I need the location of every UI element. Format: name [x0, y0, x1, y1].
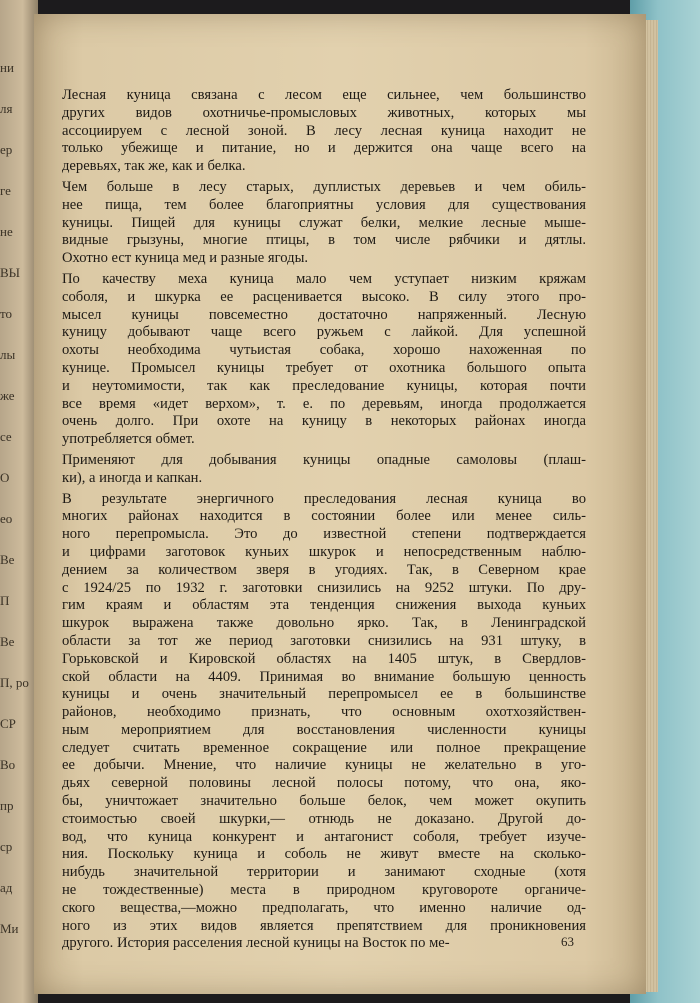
- text-line: куницы. Пищей для куницы служат белки, мелкие лесные мыше-: [62, 214, 586, 231]
- facing-page-fragment: ВЫ: [0, 265, 21, 280]
- facing-page-fragment: пр: [0, 798, 14, 813]
- text-line: другого. История расселения лесной куницы на Восток по ме-: [62, 935, 450, 952]
- facing-page-fragment: О: [0, 470, 10, 485]
- page-text: [62, 87, 586, 956]
- text-line: ского вещества,—можно предполагать, что именно наличие од-: [62, 899, 586, 916]
- paragraph: [62, 271, 586, 449]
- text-line: дьях северной половины лесной полосы потому, что она, яко-: [62, 775, 586, 792]
- text-line: ного перепромысла. Это до известной степени подтверждается: [62, 526, 586, 543]
- facing-page-fragment: се: [0, 429, 12, 444]
- text-line: ния. Поскольку куница и соболь не живут вместе на сколько-: [62, 846, 586, 863]
- text-line: не тождественные) места в природном круговороте органиче-: [62, 882, 586, 899]
- text-line: Горьковской и Кировской областях на 1405 штук, в Свердлов-: [62, 650, 586, 667]
- text-line: стоимостью своей шкурки,— отнюдь не доказано. Другой до-: [62, 810, 586, 827]
- text-line: многих районах находится в состоянии более или менее силь-: [62, 508, 586, 525]
- facing-page-fragment: ля: [0, 101, 13, 116]
- facing-page-fragment: ео: [0, 511, 13, 526]
- facing-page-fragment: П, ро: [0, 675, 29, 690]
- text-line: употребляется обмет.: [62, 431, 195, 448]
- text-line: с 1924/25 по 1932 г. заготовки снизились на 9252 штуки. По дру-: [62, 579, 586, 596]
- text-line: Охотно ест куница мед и разные ягоды.: [62, 250, 309, 267]
- text-line: ного из этих видов является препятствием для проникновения: [62, 917, 586, 934]
- text-line: все время «идет верхом», т. е. по деревьям, иногда продолжается: [62, 395, 586, 412]
- text-line: соболя, и шкурка ее расценивается высоко. В силу этого про-: [62, 288, 586, 305]
- text-line: ее добычи. Мнение, что наличие куницы не желательно в уго-: [62, 757, 586, 774]
- text-line: кунице. Промысел куницы требует от охотника большого опыта: [62, 359, 586, 376]
- page-number: 63: [561, 934, 574, 949]
- text-line: Лесная куница связана с лесом еще сильнее, чем большинство: [62, 87, 586, 103]
- facing-page-fragment: П: [0, 593, 10, 608]
- facing-page-fragment: Ве: [0, 552, 15, 567]
- text-line: По качеству меха куница мало чем уступает низким кряжам: [62, 270, 586, 287]
- facing-page-fragment: лы: [0, 347, 16, 362]
- text-line: видные грызуны, многие птицы, в том числе рябчики и дятлы.: [62, 232, 586, 249]
- text-line: ассоциируем с лесной зоной. В лесу лесная куница находит не: [62, 122, 586, 139]
- text-line: ным мероприятием для восстановления численности куницы: [62, 721, 586, 738]
- text-line: очень долго. При охоте на куницу в некоторых районах иногда: [62, 413, 586, 430]
- paragraph: [62, 452, 586, 488]
- text-line: мысел куницы повсеместно достаточно напряженный. Лесную: [62, 306, 586, 323]
- text-line: только убежище и питание, но и держится она чаще всего на: [62, 140, 586, 157]
- text-line: нибудь значительной территории и занимают сходные (хотя: [62, 864, 586, 881]
- text-line: других видов охотничье-промысловых животных, которых мы: [62, 104, 586, 121]
- facing-page-fragment: ер: [0, 142, 13, 157]
- text-line: В результате энергичного преследования лесная куница во: [62, 490, 586, 507]
- facing-page-edge: [0, 0, 38, 1003]
- text-line: районов, необходимо признать, что основным охотхозяйствен-: [62, 704, 586, 721]
- text-line: шкурок выражена также довольно ярко. Так, в Ленинградской: [62, 615, 586, 632]
- text-line: бы, уничтожает значительно больше белок, чем может окупить: [62, 793, 586, 810]
- facing-page-fragment: ге: [0, 183, 11, 198]
- facing-page-fragment: Ми: [0, 921, 19, 936]
- facing-page-fragment: же: [0, 388, 15, 403]
- facing-page-fragment: то: [0, 306, 13, 321]
- facing-page-fragment: СР: [0, 716, 16, 731]
- text-line: нее пища, тем более благоприятны условия для существования: [62, 196, 586, 213]
- facing-page-fragment: Ве: [0, 634, 15, 649]
- text-line: ки), а иногда и капкан.: [62, 469, 203, 486]
- text-line: области за тот же период заготовки снизились на 931 штуку, в: [62, 632, 586, 649]
- text-line: вод, что куница конкурент и антагонист соболя, требует изуче-: [62, 828, 586, 845]
- facing-page-fragment: ад: [0, 880, 13, 895]
- text-line: гим краям и областям эта тенденция снижения выхода куньих: [62, 597, 586, 614]
- paragraph: [62, 87, 586, 176]
- text-line: ской области на 4409. Принимая во внимание большую ценность: [62, 668, 586, 685]
- facing-page-fragment: не: [0, 224, 13, 239]
- facing-page-fragment: ср: [0, 839, 13, 854]
- text-line: дением за количеством зверя в угодиях. Так, в Северном крае: [62, 561, 586, 578]
- text-line: и цифрами заготовок куньих шкурок и непосредственным наблю-: [62, 543, 586, 560]
- paragraph: [62, 179, 586, 268]
- text-line: деревьях, так же, как и белка.: [62, 158, 246, 175]
- text-line: и неутомимости, так как преследование куницы, которая почти: [62, 377, 586, 394]
- text-line: охоты необходима чутьистая собака, хорошо нахоженная по: [62, 342, 586, 359]
- text-line: Чем больше в лесу старых, дуплистых деревьев и чем обиль-: [62, 178, 586, 195]
- paragraph: [62, 491, 586, 954]
- text-line: следует считать временное сокращение или полное прекращение: [62, 739, 586, 756]
- text-line: Применяют для добывания куницы опадные самоловы (плаш-: [62, 451, 586, 468]
- text-line: куницу добывают чаще всего ружьем с лайкой. Для успешной: [62, 324, 586, 341]
- text-line: куницы и очень значительный перепромысел ее в большинстве: [62, 686, 586, 703]
- facing-page-fragment: ни: [0, 60, 14, 75]
- facing-page-fragment: Во: [0, 757, 16, 772]
